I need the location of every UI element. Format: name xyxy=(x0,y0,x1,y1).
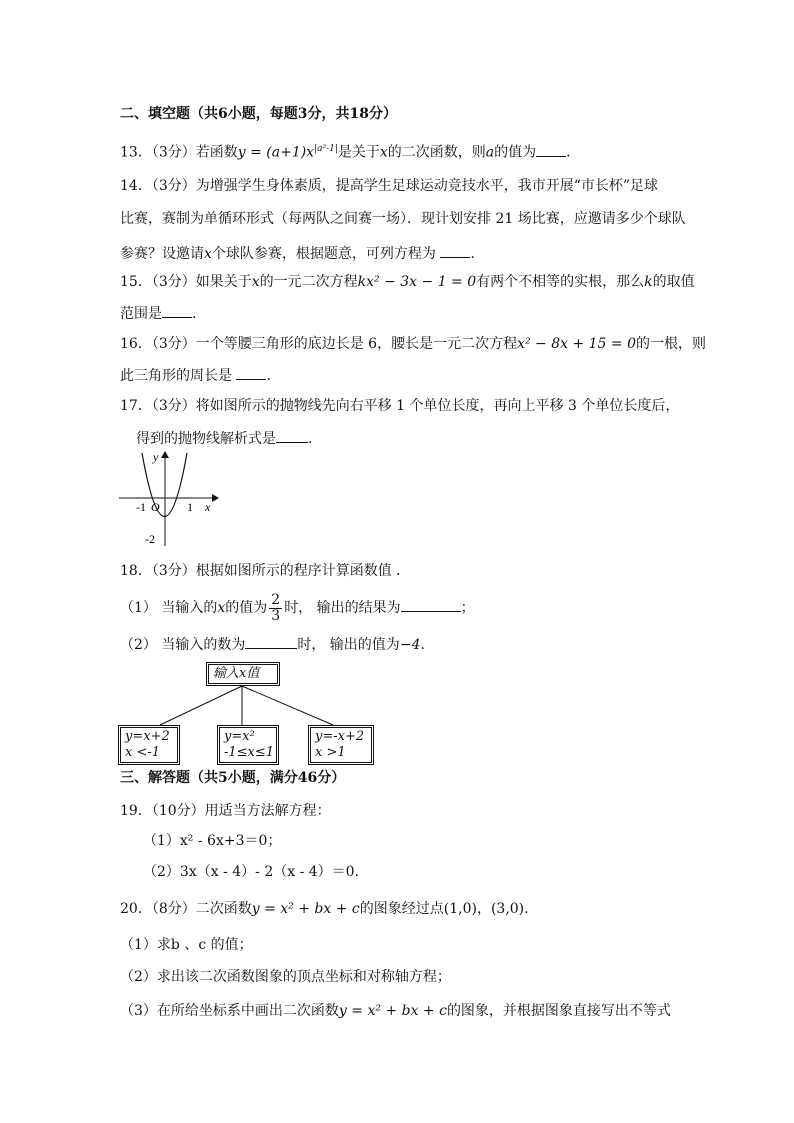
x-axis-arrow xyxy=(212,494,219,502)
q16-text-3: 此三角形的周长是 xyxy=(120,368,237,384)
question-20-part-1: （1）求b 、c 的值； xyxy=(120,937,253,953)
q16-text: 16．（3分）一个等腰三角形的底边长是 6，腰长是一元二次方程 xyxy=(120,336,518,352)
y-axis-label: y xyxy=(153,450,159,464)
q15-answer-blank[interactable] xyxy=(162,302,192,318)
q15-text-3: 有两个不相等的实根，那么 xyxy=(476,274,645,290)
q13-var-x: x xyxy=(379,144,388,161)
q20-point-1: (1,0) xyxy=(443,901,477,917)
q20-point-2: (3,0) xyxy=(490,901,525,917)
middle-box-line-1: y=x² xyxy=(224,729,255,744)
question-17-line-2 xyxy=(136,427,312,449)
question-18-title: 18．（3分）根据如图所示的程序计算函数值 ． xyxy=(120,563,411,579)
q17-text: 得到的抛物线解析式是 xyxy=(136,431,276,447)
question-18-part-2 xyxy=(120,633,425,655)
question-15-line-1 xyxy=(120,272,695,292)
q13-answer-blank[interactable] xyxy=(536,141,566,157)
q14-answer-blank[interactable] xyxy=(440,242,470,258)
q15-var-k: k xyxy=(644,274,653,290)
flowchart-right-box xyxy=(308,725,374,765)
q16-equation: x² − 8x + 15 = 0 xyxy=(517,336,637,352)
q17-end: . xyxy=(308,431,313,447)
q15-text: 15．（3分）如果关于 xyxy=(120,274,252,290)
tick-pos1: 1 xyxy=(187,500,193,514)
connector-left xyxy=(160,686,242,725)
q14-text-2: 个球队参赛，根据题意，可列方程为 xyxy=(211,246,441,262)
q16-end: . xyxy=(266,368,271,384)
q14-var-x: x xyxy=(204,246,212,262)
q13-function: y = (a+1)x xyxy=(237,144,315,161)
q20-p3-text: （3）在所给坐标系中画出二次函数 xyxy=(120,1003,339,1019)
q17-parabola-graph xyxy=(115,448,225,550)
q20-text: 20．（8分）二次函数 xyxy=(120,901,252,917)
q20-text-2: 的图象经过点 xyxy=(359,901,444,917)
question-16-line-1 xyxy=(120,334,706,354)
q15-var-x: x xyxy=(251,274,260,290)
fraction-denominator: 3 xyxy=(271,607,281,624)
connector-right xyxy=(242,686,333,725)
tick-neg2: -2 xyxy=(145,532,155,546)
q13-text-2: 的二次函数，则 xyxy=(387,144,486,161)
q13-exponent: |a²-1| xyxy=(314,144,338,154)
q17-answer-blank[interactable] xyxy=(276,427,308,443)
flowchart-input-box: 输入x值 xyxy=(206,662,280,686)
flowchart-middle-box xyxy=(217,725,279,765)
q18-p1-text-2: 的值为 xyxy=(225,600,268,616)
question-15-line-2 xyxy=(120,302,196,324)
question-18-part-1 xyxy=(120,591,475,625)
section-title-solutions: 三、解答题（共5小题，满分46分） xyxy=(120,770,346,786)
q15-text-2: 的一元二次方程 xyxy=(259,274,358,290)
x-axis-label: x xyxy=(205,500,211,514)
q18-p2-end: . xyxy=(420,637,425,653)
q20-equation: y = x² + bx + c xyxy=(251,901,360,917)
q13-end: . xyxy=(566,144,571,161)
q18-p1-text: （1） 当输入的 xyxy=(120,600,218,616)
right-box-line-1: y=-x+2 xyxy=(315,729,365,744)
question-16-line-2 xyxy=(120,364,271,386)
q18-p2-value: −4 xyxy=(399,637,421,653)
q13-text-3: 的值为 xyxy=(494,144,537,161)
q18-p1-text-3: 时， 输出的结果为 xyxy=(284,600,401,616)
middle-box-line-2: -1≤x≤1 xyxy=(224,745,275,760)
origin-label: O xyxy=(151,500,160,514)
q18-fraction xyxy=(269,593,282,624)
left-box-line-2: x <-1 xyxy=(125,745,161,760)
fraction-numerator: 2 xyxy=(271,591,281,608)
q15-text-5: 范围是 xyxy=(120,306,162,322)
tick-neg1: -1 xyxy=(136,500,146,514)
q15-equation: kx² − 3x − 1 = 0 xyxy=(357,274,477,290)
question-17-line-1: 17．（3分）将如图所示的抛物线先向右平移 1 个单位长度，再向上平移 3 个单位长度后， xyxy=(120,398,680,414)
q20-p3-text-2: 的图象，并根据图象直接写出不等式 xyxy=(446,1003,671,1019)
q14-text: 参赛？设邀请 xyxy=(120,246,204,262)
q20-p3-equation: y = x² + bx + c xyxy=(338,1003,447,1019)
q13-text: 是关于 xyxy=(337,144,380,161)
question-20-part-3 xyxy=(120,1001,671,1021)
question-14-line-3 xyxy=(120,242,475,264)
q13-var-a: a xyxy=(485,144,495,161)
q14-end: . xyxy=(470,246,475,262)
q18-p2-answer-blank[interactable] xyxy=(245,633,297,649)
question-19-part-2: （2）3x（x - 4）- 2（x - 4）＝0． xyxy=(143,864,369,880)
q16-text-2: 的一根，则 xyxy=(636,336,707,352)
right-box-line-2: x >1 xyxy=(315,745,346,760)
q15-end: . xyxy=(192,306,197,322)
question-19-part-1: （1）x² - 6x+3＝0； xyxy=(143,833,282,849)
q18-p1-answer-blank[interactable] xyxy=(401,596,461,612)
y-axis-arrow xyxy=(161,451,169,458)
q16-answer-blank[interactable] xyxy=(236,364,266,380)
question-20-part-2: （2）求出该二次函数图象的顶点坐标和对称轴方程； xyxy=(120,969,451,985)
question-13 xyxy=(120,139,571,163)
q18-p1-var-x: x xyxy=(217,600,226,616)
question-20-title xyxy=(120,899,529,919)
q18-p2-text: （2） 当输入的数为 xyxy=(120,637,246,653)
q15-text-4: 的取值 xyxy=(652,274,695,290)
section-title-fill-in: 二、填空题（共6小题，每题3分，共18分） xyxy=(120,106,397,122)
q13-number: 13．（3分）若函数 xyxy=(120,144,238,161)
left-box-line-1: y=x+2 xyxy=(125,729,170,744)
question-14-line-2: 比赛，赛制为单循环形式（每两队之间赛一场）．现计划安排 21 场比赛，应邀请多少个球队 xyxy=(120,211,686,227)
question-19-title: 19．（10分）用适当方法解方程： xyxy=(120,803,331,819)
q18-p2-text-2: 时， 输出的值为 xyxy=(297,637,400,653)
q18-p1-end: ； xyxy=(460,600,475,616)
question-14-line-1: 14．（3分）为增强学生身体素质，提高学生足球运动竞技水平，我市开展“市长杯”足球 xyxy=(120,178,659,194)
q20-sep: ， xyxy=(476,901,491,917)
flowchart-left-box xyxy=(118,725,180,765)
q20-end: . xyxy=(524,901,529,917)
